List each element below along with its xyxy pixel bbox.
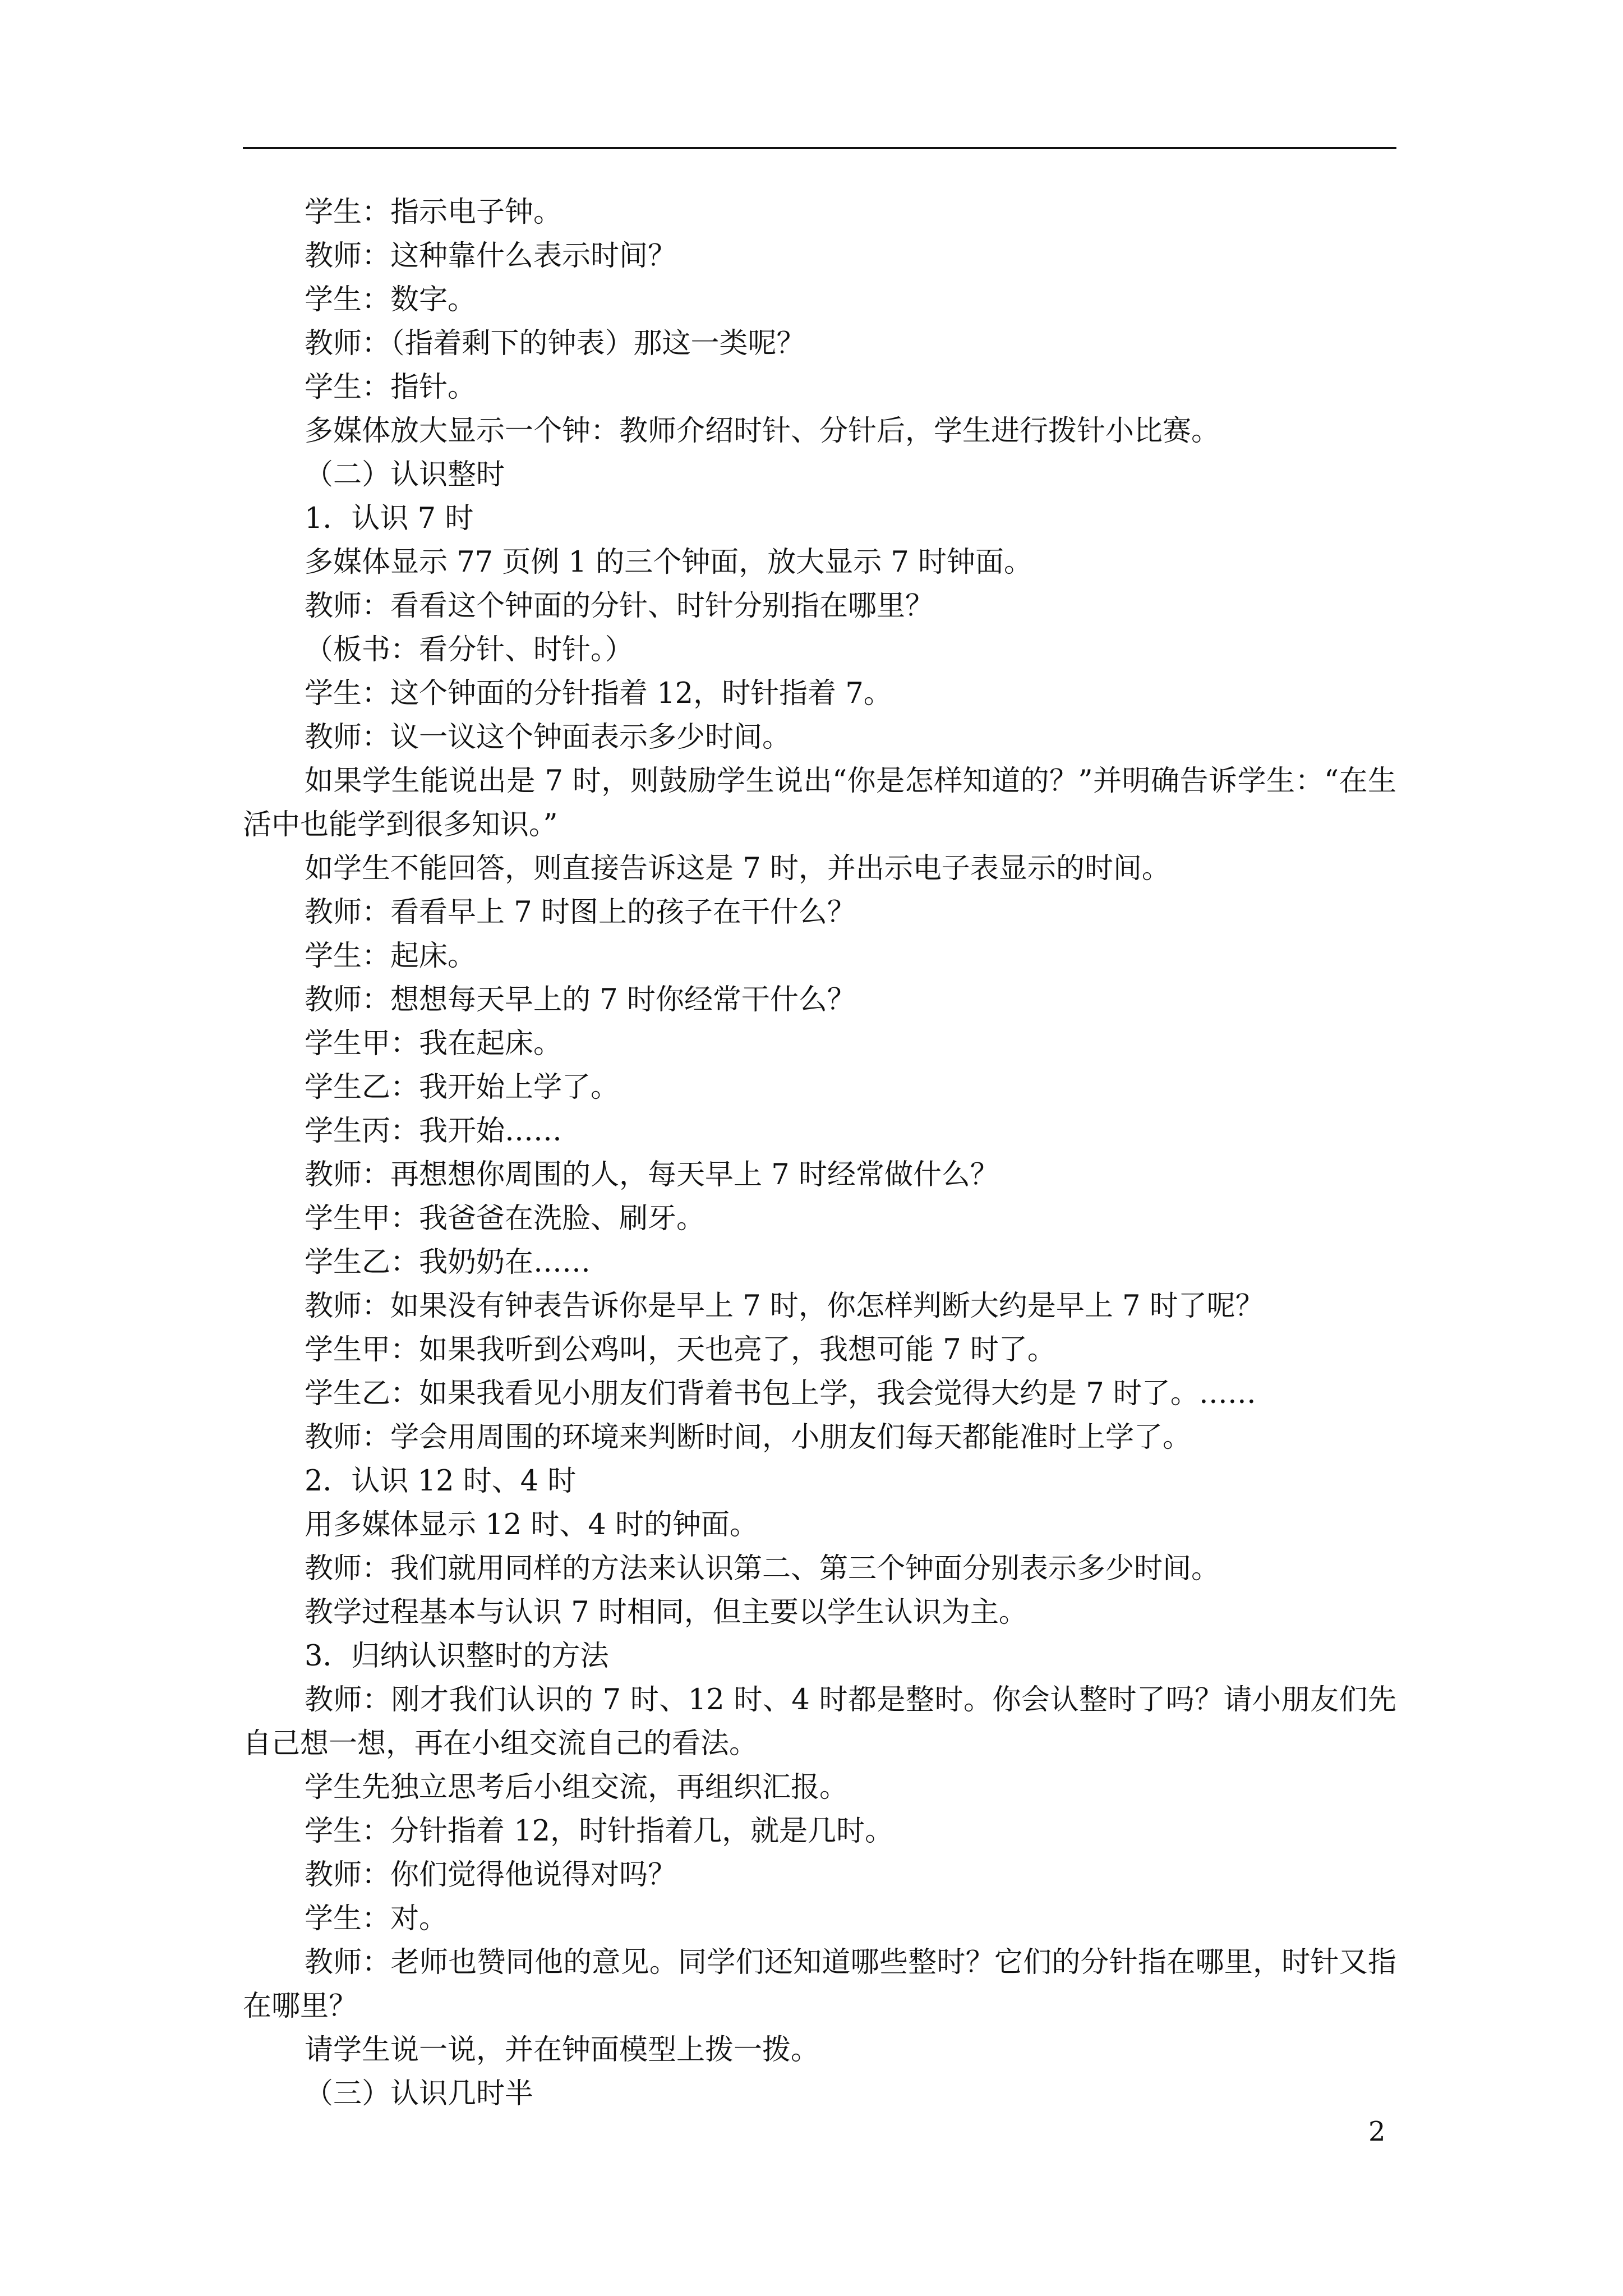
text-line: 教师：学会用周围的环境来判断时间，小朋友们每天都能准时上学了。 (305, 1421, 1192, 1454)
subsection-heading: 1．认识 7 时 (305, 502, 474, 535)
text-line: 学生：起床。 (305, 940, 477, 973)
text-line: （板书：看分针、时针。） (305, 633, 634, 666)
subsection-heading: 3．归纳认识整时的方法 (305, 1640, 609, 1673)
text-paragraph: 教师：刚才我们认识的 7 时、12 时、4 时都是整时。你会认整时了吗？请小朋友们先自己想一想，再在小组交流自己的看法。 (243, 1683, 1396, 1760)
text-line: 教师：看看这个钟面的分针、时针分别指在哪里？ (305, 590, 934, 623)
section-heading: （二）认识整时 (305, 458, 505, 491)
text-line: 多媒体放大显示一个钟：教师介绍时针、分针后，学生进行拨针小比赛。 (305, 415, 1220, 448)
text-line: 用多媒体显示 12 时、4 时的钟面。 (305, 1508, 758, 1542)
page-number: 2 (1368, 2116, 1386, 2147)
text-line: 如学生不能回答，则直接告诉这是 7 时，并出示电子表显示的时间。 (305, 852, 1170, 885)
text-line: 学生：指针。 (305, 371, 477, 404)
text-line: 教师：想想每天早上的 7 时你经常干什么？ (305, 983, 856, 1016)
text-paragraph: 教师：老师也赞同他的意见。同学们还知道哪些整时？它们的分针指在哪里，时针又指在哪里？ (243, 1946, 1396, 2023)
text-line: 学生乙：我奶奶在…… (305, 1246, 591, 1279)
text-line: 学生甲：我爸爸在洗脸、刷牙。 (305, 1202, 706, 1235)
text-paragraph: 如果学生能说出是 7 时，则鼓励学生说出“你是怎样知道的？”并明确告诉学生：“在生活中也能学到很多知识。” (243, 765, 1396, 841)
text-line: 学生：这个钟面的分针指着 12，时针指着 7。 (305, 677, 892, 710)
text-line: 学生：分针指着 12，时针指着几，就是几时。 (305, 1815, 894, 1848)
text-line: 学生：指示电子钟。 (305, 196, 562, 229)
document-body (243, 191, 1396, 2116)
text-line: 学生乙：如果我看见小朋友们背着书包上学，我会觉得大约是 7 时了。…… (305, 1377, 1256, 1410)
text-line: 教师：我们就用同样的方法来认识第二、第三个钟面分别表示多少时间。 (305, 1552, 1220, 1585)
text-line: 教师：看看早上 7 时图上的孩子在干什么？ (305, 896, 856, 929)
text-line: 学生甲：我在起床。 (305, 1027, 562, 1060)
text-line: 教师：（指着剩下的钟表）那这一类呢？ (305, 327, 805, 360)
text-line: 学生先独立思考后小组交流，再组织汇报。 (305, 1771, 849, 1804)
text-line: 教师：再想想你周围的人，每天早上 7 时经常做什么？ (305, 1158, 999, 1191)
section-heading: （三）认识几时半 (305, 2077, 534, 2110)
text-line: 学生乙：我开始上学了。 (305, 1071, 620, 1104)
header-rule (243, 147, 1396, 149)
text-line: 多媒体显示 77 页例 1 的三个钟面，放大显示 7 时钟面。 (305, 546, 1033, 579)
text-line: 学生：对。 (305, 1902, 448, 1935)
text-line: 教师：你们觉得他说得对吗？ (305, 1858, 677, 1892)
text-line: 教师：议一议这个钟面表示多少时间。 (305, 721, 791, 754)
text-line: 请学生说一说，并在钟面模型上拨一拨。 (305, 2033, 820, 2067)
text-line: 学生丙：我开始…… (305, 1115, 562, 1148)
text-line: 学生甲：如果我听到公鸡叫，天也亮了，我想可能 7 时了。 (305, 1333, 1056, 1366)
subsection-heading: 2．认识 12 时、4 时 (305, 1465, 577, 1498)
text-line: 学生：数字。 (305, 283, 477, 316)
text-line: 教师：如果没有钟表告诉你是早上 7 时，你怎样判断大约是早上 7 时了呢？ (305, 1290, 1264, 1323)
text-line: 教学过程基本与认识 7 时相同，但主要以学生认识为主。 (305, 1596, 1027, 1629)
text-line: 教师：这种靠什么表示时间？ (305, 240, 677, 273)
